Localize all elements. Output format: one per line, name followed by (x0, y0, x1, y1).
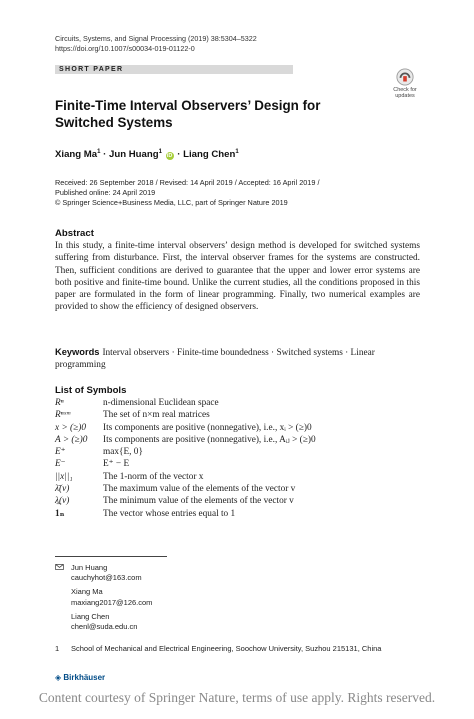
symbols-heading: List of Symbols (55, 385, 127, 396)
dates-line: Published online: 24 April 2019 (55, 188, 156, 197)
symbol: Rⁿ (55, 398, 64, 408)
author-separator: · (100, 149, 109, 161)
symbol-desc: The maximum value of the elements of the vector v (103, 484, 296, 495)
dates-line: Received: 26 September 2018 / Revised: 14 April 2019 / Accepted: 16 April 2019 / (55, 178, 320, 187)
publisher-logo (55, 673, 105, 682)
check-updates-icon (396, 68, 414, 86)
affiliation-number: 1 (55, 644, 60, 653)
author-name[interactable]: Liang Chen (183, 149, 236, 161)
check-for-updates-badge[interactable] (387, 68, 423, 102)
keywords-label: Keywords (55, 347, 100, 357)
journal-citation: Circuits, Systems, and Signal Processing (2019) 38:5304–5322 (55, 34, 257, 43)
symbol-desc: The 1-norm of the vector x (103, 471, 204, 482)
contact-name: Xiang Ma (71, 587, 103, 597)
symbol-row (55, 397, 420, 409)
courtesy-watermark: Content courtesy of Springer Nature, terms of use apply. Rights reserved. (38, 690, 436, 705)
symbol-row (55, 409, 420, 421)
copyright-line: © Springer Science+Business Media, LLC, part of Springer Nature 2019 (55, 198, 288, 207)
author-name[interactable]: Xiang Ma (55, 149, 98, 161)
publication-dates (55, 178, 319, 208)
contact-email[interactable]: cauchyhot@163.com (71, 573, 142, 583)
abstract-heading: Abstract (55, 228, 94, 239)
journal-header (55, 34, 257, 54)
symbol-desc: E⁺ − E (103, 459, 130, 470)
symbol: λ̲(v) (55, 496, 70, 507)
paper-title: Finite-Time Interval Observers’ Design for Switched Systems (55, 98, 321, 130)
contact-email[interactable]: chenl@suda.edu.cn (71, 622, 138, 632)
contact-entry (71, 563, 152, 583)
author-affil-sup: 1 (235, 149, 239, 155)
symbol: A > (≥)0 (55, 434, 88, 445)
symbol-row (55, 495, 420, 507)
symbol-desc: The set of n×m real matrices (103, 410, 210, 421)
symbol: λ̄(v) (55, 484, 70, 495)
journal-doi[interactable]: https://doi.org/10.1007/s00034-019-01122-0 (55, 44, 195, 53)
check-updates-line2: updates (395, 93, 415, 99)
symbol-row (55, 458, 420, 470)
footnote-divider (55, 556, 167, 557)
keywords-text: Interval observers · Finite-time boundedness · Switched systems · Linear programming (55, 348, 375, 371)
contact-name: Jun Huang (71, 563, 108, 572)
contact-entry (71, 612, 152, 632)
symbol-desc: Its components are positive (nonnegative), i.e., xᵢ > (≥)0 (103, 422, 312, 433)
affiliation-text: School of Mechanical and Electrical Engineering, Soochow University, Suzhou 215131, China (71, 644, 382, 653)
author-affil-sup: 1 (97, 149, 101, 155)
contact-email[interactable]: maxiang2017@126.com (71, 597, 153, 607)
article-type-label: SHORT PAPER (59, 66, 124, 73)
symbol: 1ₙ (55, 508, 65, 519)
keywords (55, 346, 420, 372)
symbol-row (55, 483, 420, 495)
symbol: E⁺ (55, 447, 66, 458)
correspondence (55, 563, 152, 636)
symbol-desc: The vector whose entries equal to 1 (103, 508, 236, 519)
symbol-desc: The minimum value of the elements of the vector v (103, 496, 294, 507)
symbol-row (55, 508, 420, 520)
symbol-row (55, 471, 420, 483)
author-name[interactable]: Jun Huang (109, 149, 159, 161)
symbol-desc: max{E, 0} (103, 447, 143, 458)
author-list (55, 149, 239, 160)
check-updates-line1: Check for (393, 87, 417, 93)
symbol: Rⁿˣᵐ (55, 410, 71, 421)
symbols-list (55, 397, 420, 520)
author-affil-sup: 1 (158, 149, 162, 155)
symbol-row (55, 446, 420, 458)
symbol-desc: Its components are positive (nonnegative), i.e., Aᵢⱼ > (≥)0 (103, 434, 316, 445)
symbol-row (55, 434, 420, 446)
author-separator: · (174, 149, 184, 161)
affiliation (55, 644, 381, 654)
publisher-mark-icon: ◈ (55, 673, 64, 682)
symbol: E⁻ (55, 459, 66, 470)
symbol-row (55, 422, 420, 434)
symbol: x > (≥)0 (55, 422, 86, 433)
envelope-icon (55, 564, 64, 570)
abstract-text: In this study, a finite-time interval observers’ design method is developed for switched systems suffering from disturbance. First, the interval observer frames for the systems are constructed. Then, sufficient conditions are derived to guarantee that the upper and lower error systems are both positive and finite-time bound. Unlike the current studies, all the conditions proposed in this paper are formulated in the form of linear programming. Finally, two numerical examples are provided to show the efficiency of designed observers. (55, 241, 420, 313)
publisher-name: Birkhäuser (63, 673, 106, 682)
contact-entry (71, 587, 152, 607)
orcid-icon[interactable]: iD (166, 153, 173, 160)
symbol-desc: n-dimensional Euclidean space (103, 398, 219, 408)
contact-name: Liang Chen (71, 611, 110, 621)
symbol: ||x||₁ (55, 471, 73, 482)
